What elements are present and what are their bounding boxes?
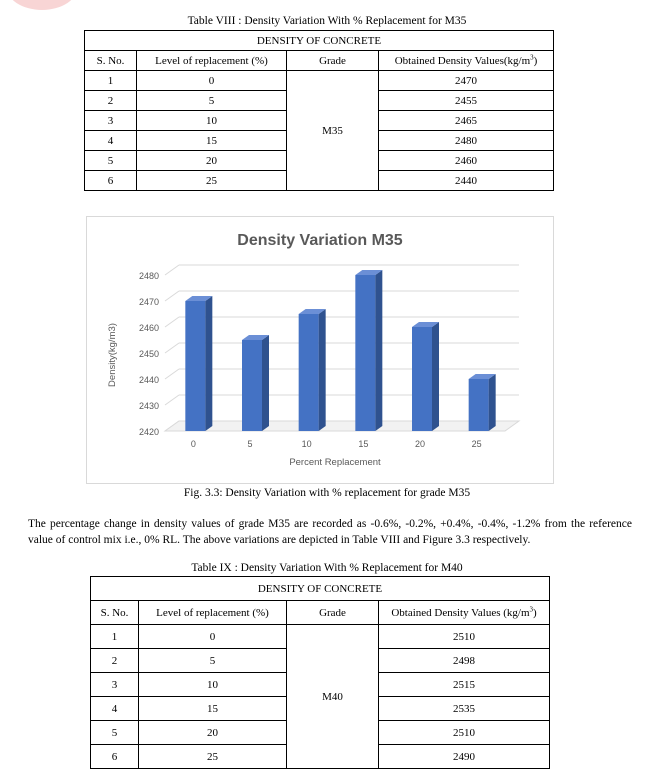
bar-front — [185, 301, 205, 431]
y-axis-label: Density(kg/m3) — [107, 323, 118, 387]
bar-front — [242, 340, 262, 431]
chart-frame — [86, 216, 554, 484]
grid-line-diagonal — [165, 369, 179, 379]
bar-side — [375, 270, 382, 431]
density-cell: 2465 — [379, 111, 554, 131]
table8-header-sno: S. No. — [85, 51, 137, 71]
density-cell: 2470 — [379, 71, 554, 91]
table9-header-row — [91, 601, 550, 625]
grade-cell: M40 — [287, 625, 379, 769]
bar-side — [432, 322, 439, 431]
grid-line-diagonal — [165, 343, 179, 353]
level-cell: 5 — [139, 649, 287, 673]
sno-cell: 1 — [91, 625, 139, 649]
table8-caption: Table VIII : Density Variation With % Replacement for M35 — [187, 15, 467, 27]
grid-line-diagonal — [165, 317, 179, 327]
x-tick-label: 20 — [414, 439, 426, 449]
table9 — [90, 576, 550, 769]
table8-header-row — [85, 51, 554, 71]
table8 — [84, 30, 554, 191]
table9-span-header: DENSITY OF CONCRETE — [91, 577, 550, 601]
sno-cell: 4 — [91, 697, 139, 721]
level-cell: 25 — [137, 171, 287, 191]
level-cell: 10 — [139, 673, 287, 697]
density-cell: 2535 — [379, 697, 550, 721]
table8-header-level: Level of replacement (%) — [137, 51, 287, 71]
level-cell: 5 — [137, 91, 287, 111]
table8-row — [85, 71, 554, 91]
y-tick-label: 2420 — [138, 427, 159, 437]
y-tick-label: 2470 — [138, 297, 159, 307]
density-cell: 2510 — [379, 625, 550, 649]
table9-row — [91, 625, 550, 649]
level-cell: 20 — [137, 151, 287, 171]
bar-5 — [242, 335, 269, 431]
sno-cell: 1 — [85, 71, 137, 91]
y-tick-label: 2480 — [138, 271, 159, 281]
x-tick-label: 5 — [247, 439, 253, 449]
bar-side — [262, 335, 269, 431]
x-tick-label: 25 — [471, 439, 482, 449]
table9-header-density: Obtained Density Values $(kg/m^3)$ — [379, 601, 550, 625]
bar-20 — [412, 322, 439, 431]
table9-caption: Table IX : Density Variation With % Replacement for M40 — [191, 562, 463, 574]
sno-cell: 6 — [85, 171, 137, 191]
table9-header-grade: Grade — [287, 601, 379, 625]
x-tick-label: 10 — [301, 439, 312, 449]
bar-side — [205, 296, 212, 431]
level-cell: 10 — [137, 111, 287, 131]
bar-10 — [299, 309, 326, 431]
density-cell: 2490 — [379, 745, 550, 769]
sno-cell: 3 — [85, 111, 137, 131]
body-paragraph: The percentage change in density values of grade M35 are recorded as -0.6%, -0.2%, +0.4%, -0.4%, -1.2% from the reference value of control mix i.e., 0% RL. The above variations are depicted in Table VIII and Figure 3.3 respectively. — [28, 518, 632, 546]
y-tick-label: 2450 — [138, 349, 159, 359]
sno-cell: 4 — [85, 131, 137, 151]
chart-floor — [165, 421, 519, 431]
bar-side — [319, 309, 326, 431]
x-tick-label: 15 — [358, 439, 369, 449]
bar-front — [412, 327, 432, 431]
density-cell: 2515 — [379, 673, 550, 697]
density-cell: 2460 — [379, 151, 554, 171]
x-axis-label: Percent Replacement — [289, 457, 381, 468]
density-chart — [87, 217, 553, 483]
density-cell: 2455 — [379, 91, 554, 111]
level-cell: 25 — [139, 745, 287, 769]
density-cell: 2440 — [379, 171, 554, 191]
sno-cell: 6 — [91, 745, 139, 769]
level-cell: 0 — [139, 625, 287, 649]
density-cell: 2480 — [379, 131, 554, 151]
chart-title: Density Variation M35 — [237, 232, 403, 249]
bar-25 — [469, 374, 496, 431]
table9-header-sno: S. No. — [91, 601, 139, 625]
table8-span-header: DENSITY OF CONCRETE — [85, 31, 554, 51]
table8-header-density: Obtained Density $Values(kg/m^3)$ — [379, 51, 554, 71]
level-cell: 20 — [139, 721, 287, 745]
y-tick-label: 2460 — [138, 323, 159, 333]
density-cell: 2510 — [379, 721, 550, 745]
level-cell: 0 — [137, 71, 287, 91]
sno-cell: 2 — [91, 649, 139, 673]
bar-0 — [185, 296, 212, 431]
density-cell: 2498 — [379, 649, 550, 673]
y-tick-label: 2430 — [138, 401, 159, 411]
logo-fragment — [6, 0, 78, 10]
grade-cell: M35 — [287, 71, 379, 191]
grid-line-diagonal — [165, 265, 179, 275]
bar-front — [469, 379, 489, 431]
bar-front — [299, 314, 319, 431]
sno-cell: 2 — [85, 91, 137, 111]
grid-line-diagonal — [165, 395, 179, 405]
table9-header-level: Level of replacement (%) — [139, 601, 287, 625]
sno-cell: 5 — [91, 721, 139, 745]
y-tick-label: 2440 — [138, 375, 159, 385]
level-cell: 15 — [139, 697, 287, 721]
x-tick-label: 0 — [190, 439, 196, 449]
sno-cell: 3 — [91, 673, 139, 697]
figure-caption: Fig. 3.3: Density Variation with % replacement for grade M35 — [183, 487, 471, 499]
grid-line-diagonal — [165, 291, 179, 301]
bar-15 — [355, 270, 382, 431]
bar-front — [355, 275, 375, 431]
table8-header-grade: Grade — [287, 51, 379, 71]
sno-cell: 5 — [85, 151, 137, 171]
bar-side — [489, 374, 496, 431]
level-cell: 15 — [137, 131, 287, 151]
